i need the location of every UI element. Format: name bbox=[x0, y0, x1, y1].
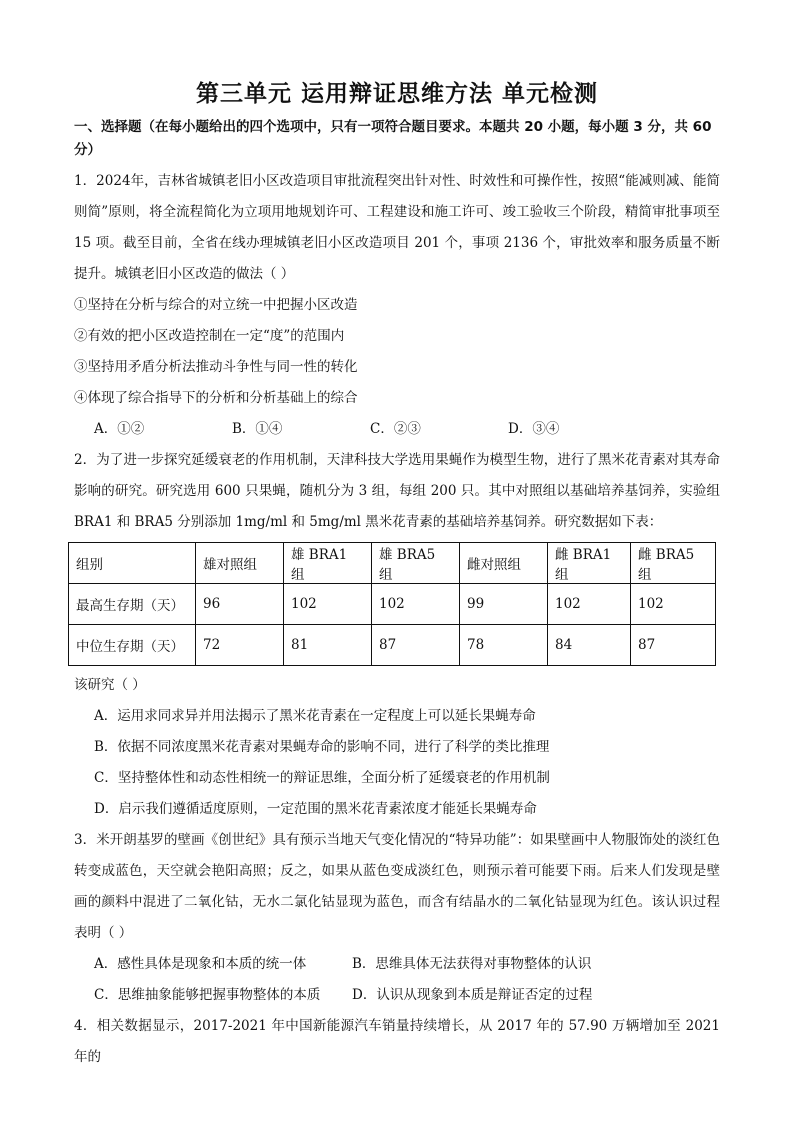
option-b[interactable]: B．思维具体无法获得对事物整体的认识 bbox=[352, 956, 592, 972]
option-d[interactable]: D．认识从现象到本质是辩证否定的过程 bbox=[352, 987, 593, 1003]
table-header-cell: 组别 bbox=[69, 543, 196, 584]
question-3 bbox=[74, 825, 720, 1011]
table-cell: 最高生存期（天） bbox=[69, 584, 196, 625]
question-4 bbox=[74, 1011, 720, 1073]
question-4-stem: 4．相关数据显示，2017-2021 年中国新能源汽车销量持续增长，从 2017 年的 57.90 万辆增加至 2021 年的 bbox=[74, 1018, 720, 1065]
option-c[interactable]: C．②③ bbox=[370, 421, 421, 437]
option-d[interactable]: D．启示我们遵循适度原则，一定范围的黑米花青素浓度才能延长果蝇寿命 bbox=[94, 801, 537, 817]
question-3-options-row bbox=[74, 980, 720, 1011]
question-1-item: ③坚持用矛盾分析法推动斗争性与同一性的转化 bbox=[74, 359, 358, 375]
page-title: 第三单元 运用辩证思维方法 单元检测 bbox=[195, 81, 598, 107]
table-cell: 87 bbox=[372, 625, 460, 666]
table-cell: 中位生存期（天） bbox=[69, 625, 196, 666]
table-cell: 81 bbox=[284, 625, 372, 666]
table-header-cell: 雌对照组 bbox=[460, 543, 548, 584]
option-b[interactable]: B．①④ bbox=[232, 421, 283, 437]
question-3-stem: 3．米开朗基罗的壁画《创世纪》具有预示当地天气变化情况的“特异功能”：如果壁画中人物服饰处的淡红色转变成蓝色，天空就会艳阳高照；反之，如果从蓝色变成淡红色，则预示着可能要下雨。后来人们发现是壁画的颜料中混进了二氧化钴，无水二氯化钴显现为蓝色，而含有结晶水的二氧化钴显现为红色。该认识过程表明（ ） bbox=[74, 832, 720, 941]
table-cell: 102 bbox=[372, 584, 460, 625]
table-cell: 102 bbox=[631, 584, 716, 625]
option-a[interactable]: A．①② bbox=[94, 421, 145, 437]
table-header-cell: 雄 BRA5 组 bbox=[372, 543, 460, 584]
question-1 bbox=[74, 166, 720, 445]
table-header-row bbox=[69, 543, 716, 584]
section-heading: 一、选择题（在每小题给出的四个选项中，只有一项符合题目要求。本题共 20 小题，每小题 3 分，共 60 分） bbox=[74, 119, 712, 158]
table-header-cell: 雄对照组 bbox=[196, 543, 284, 584]
table-cell: 99 bbox=[460, 584, 548, 625]
question-1-options bbox=[74, 414, 720, 445]
question-1-item: ①坚持在分析与综合的对立统一中把握小区改造 bbox=[74, 297, 358, 313]
table-row bbox=[69, 625, 716, 666]
option-a[interactable]: A．运用求同求异并用法揭示了黑米花青素在一定程度上可以延长果蝇寿命 bbox=[94, 708, 536, 724]
option-b[interactable]: B．依据不同浓度黑米花青素对果蝇寿命的影响不同，进行了科学的类比推理 bbox=[94, 739, 550, 755]
table-cell: 78 bbox=[460, 625, 548, 666]
table-header-cell: 雌 BRA1 组 bbox=[548, 543, 631, 584]
table-cell: 72 bbox=[196, 625, 284, 666]
table-cell: 102 bbox=[548, 584, 631, 625]
table-header-cell: 雌 BRA5 组 bbox=[631, 543, 716, 584]
question-2 bbox=[74, 445, 720, 825]
table-cell: 96 bbox=[196, 584, 284, 625]
table-cell: 102 bbox=[284, 584, 372, 625]
question-2-stem: 2．为了进一步探究延缓衰老的作用机制，天津科技大学选用果蝇作为模型生物，进行了黑米花青素对其寿命影响的研究。研究选用 600 只果蝇，随机分为 3 组，每组 200 只。其中对照组以基础培养基饲养，实验组 BRA1 和 BRA5 分别添加 1mg/ml 和 5mg/ml 黑米花青素的基础培养基饲养。研究数据如下表： bbox=[74, 452, 720, 530]
table-cell: 87 bbox=[631, 625, 716, 666]
option-c[interactable]: C．思维抽象能够把握事物整体的本质 bbox=[94, 987, 321, 1003]
table-row bbox=[69, 584, 716, 625]
table-cell: 84 bbox=[548, 625, 631, 666]
question-1-stem: 1．2024年，吉林省城镇老旧小区改造项目审批流程突出针对性、时效性和可操作性，按照“能减则减、能简则简”原则，将全流程简化为立项用地规划许可、工程建设和施工许可、竣工验收三个阶段，精简审批事项至 15 项。截至目前，全省在线办理城镇老旧小区改造项目 201 个，事项 2136 个，审批效率和服务质量不断提升。城镇老旧小区改造的做法（ ） bbox=[74, 173, 720, 282]
question-2-prompt: 该研究（ ） bbox=[74, 677, 146, 693]
survival-data-table bbox=[68, 542, 716, 666]
option-d[interactable]: D．③④ bbox=[508, 421, 560, 437]
question-1-item: ④体现了综合指导下的分析和分析基础上的综合 bbox=[74, 390, 358, 406]
option-c[interactable]: C．坚持整体性和动态性相统一的辩证思维，全面分析了延缓衰老的作用机制 bbox=[94, 770, 550, 786]
option-a[interactable]: A．感性具体是现象和本质的统一体 bbox=[94, 956, 307, 972]
table-header-cell: 雄 BRA1 组 bbox=[284, 543, 372, 584]
exam-page bbox=[74, 78, 720, 1073]
question-1-item: ②有效的把小区改造控制在一定“度”的范围内 bbox=[74, 328, 345, 344]
question-3-options-row bbox=[74, 949, 720, 980]
